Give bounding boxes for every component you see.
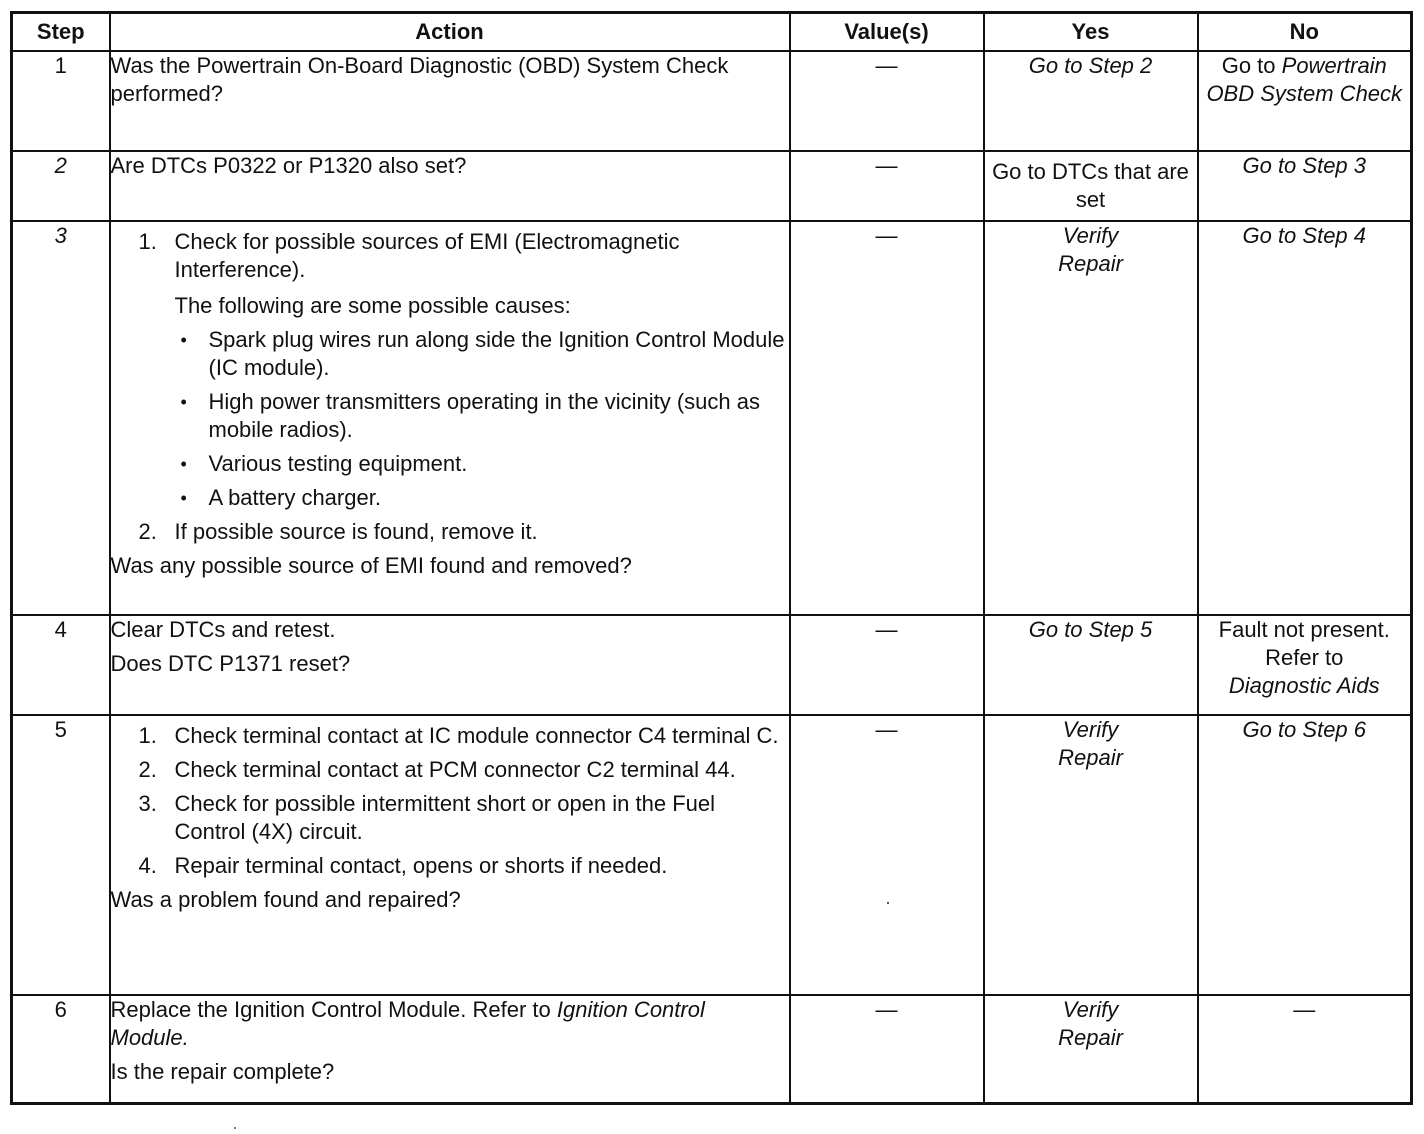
value-cell: — xyxy=(790,995,984,1103)
no-link[interactable]: Go to Step 4 xyxy=(1242,223,1367,248)
action-cell xyxy=(110,715,790,995)
action-question: Was any possible source of EMI found and removed? xyxy=(110,553,632,578)
header-action: Action xyxy=(110,13,790,52)
table-row xyxy=(12,221,1412,615)
action-cell xyxy=(110,151,790,221)
action-question: Was the Powertrain On-Board Diagnostic (OBD) System Check performed? xyxy=(110,53,729,106)
no-line: Fault not present. xyxy=(1218,617,1390,642)
step-index: 2. xyxy=(138,757,157,782)
no-link[interactable]: Go to Step 3 xyxy=(1242,153,1367,178)
step-number: 5 xyxy=(12,715,110,995)
step-text: Check for possible intermittent short or open in the Fuel Control (4X) circuit. xyxy=(174,791,715,844)
no-cell xyxy=(1198,151,1412,221)
action-line: Clear DTCs and retest. xyxy=(110,617,336,642)
step-note: The following are some possible causes: xyxy=(174,293,571,318)
step-index: 1. xyxy=(138,229,157,254)
no-prefix: Go to xyxy=(1221,53,1276,78)
step-text: Check for possible sources of EMI (Electromagnetic Interference). xyxy=(174,229,680,282)
yes-cell xyxy=(984,51,1198,151)
yes-link[interactable]: Go to Step 2 xyxy=(1028,53,1153,78)
step-number: 6 xyxy=(12,995,110,1103)
action-line xyxy=(111,996,789,1052)
step-number: 4 xyxy=(12,615,110,715)
table-row xyxy=(12,615,1412,715)
action-cell xyxy=(110,615,790,715)
action-prefix: Replace the Ignition Control Module. Refer to xyxy=(110,997,551,1022)
action-question: Is the repair complete? xyxy=(110,1059,335,1084)
step-number: 1 xyxy=(12,51,110,151)
step-text: If possible source is found, remove it. xyxy=(174,519,538,544)
value-cell: — xyxy=(790,51,984,151)
action-cell xyxy=(110,221,790,615)
action-link[interactable]: Ignition Control Module. xyxy=(110,997,705,1050)
list-item: • Various testing equipment. xyxy=(175,450,789,478)
list-item: • High power transmitters operating in the vicinity (such as mobile radios). xyxy=(175,388,789,444)
no-cell: — xyxy=(1198,995,1412,1103)
list-item: • Spark plug wires run along side the Ignition Control Module (IC module). xyxy=(175,326,789,382)
scan-speck xyxy=(887,902,889,904)
yes-cell xyxy=(984,221,1198,615)
action-step xyxy=(111,852,789,880)
no-link[interactable]: Powertrain OBD System Check xyxy=(1206,53,1403,106)
header-values: Value(s) xyxy=(790,13,984,52)
action-step xyxy=(111,790,789,846)
value-cell: — xyxy=(790,151,984,221)
table-header-row xyxy=(12,13,1412,52)
table-row xyxy=(12,151,1412,221)
value-cell: — xyxy=(790,715,984,995)
action-step xyxy=(111,518,789,546)
action-step xyxy=(111,722,789,750)
table-row xyxy=(12,51,1412,151)
step-index: 2. xyxy=(138,519,157,544)
action-question: Was a problem found and repaired? xyxy=(110,887,461,912)
header-step: Step xyxy=(12,13,110,52)
no-cell xyxy=(1198,221,1412,615)
no-line: Refer to xyxy=(1265,645,1344,670)
action-step xyxy=(111,228,789,512)
action-cell xyxy=(110,995,790,1103)
value-cell: — xyxy=(790,221,984,615)
action-question: Are DTCs P0322 or P1320 also set? xyxy=(110,153,467,178)
cause-list xyxy=(175,326,789,512)
yes-link[interactable]: Verify Repair xyxy=(1058,717,1123,770)
action-cell xyxy=(110,51,790,151)
action-step xyxy=(111,756,789,784)
diagnostic-table xyxy=(10,11,1413,1105)
action-question: Does DTC P1371 reset? xyxy=(110,651,351,676)
header-no: No xyxy=(1198,13,1412,52)
no-link[interactable]: Diagnostic Aids xyxy=(1228,673,1380,698)
step-text: Check terminal contact at IC module connector C4 terminal C. xyxy=(174,723,779,748)
action-steps xyxy=(111,722,789,880)
table-row xyxy=(12,995,1412,1103)
no-cell xyxy=(1198,51,1412,151)
yes-cell xyxy=(984,615,1198,715)
action-steps xyxy=(111,228,789,546)
value-cell: — xyxy=(790,615,984,715)
step-number: 2 xyxy=(12,151,110,221)
step-index: 4. xyxy=(138,853,157,878)
step-text: Repair terminal contact, opens or shorts if needed. xyxy=(174,853,668,878)
header-yes: Yes xyxy=(984,13,1198,52)
table-row xyxy=(12,715,1412,995)
step-index: 1. xyxy=(138,723,157,748)
no-cell xyxy=(1198,615,1412,715)
yes-link[interactable]: Verify Repair xyxy=(1058,223,1123,276)
yes-cell xyxy=(984,715,1198,995)
list-item: • A battery charger. xyxy=(175,484,789,512)
step-text: Check terminal contact at PCM connector C2 terminal 44. xyxy=(174,757,736,782)
yes-link[interactable]: Go to DTCs that are set xyxy=(992,159,1189,212)
no-link[interactable]: Go to Step 6 xyxy=(1242,717,1367,742)
yes-cell xyxy=(984,995,1198,1103)
yes-link[interactable]: Verify Repair xyxy=(1058,997,1123,1050)
step-number: 3 xyxy=(12,221,110,615)
scan-speck xyxy=(234,1127,236,1129)
no-cell xyxy=(1198,715,1412,995)
yes-link[interactable]: Go to Step 5 xyxy=(1028,617,1153,642)
yes-cell xyxy=(984,151,1198,221)
step-index: 3. xyxy=(138,791,157,816)
